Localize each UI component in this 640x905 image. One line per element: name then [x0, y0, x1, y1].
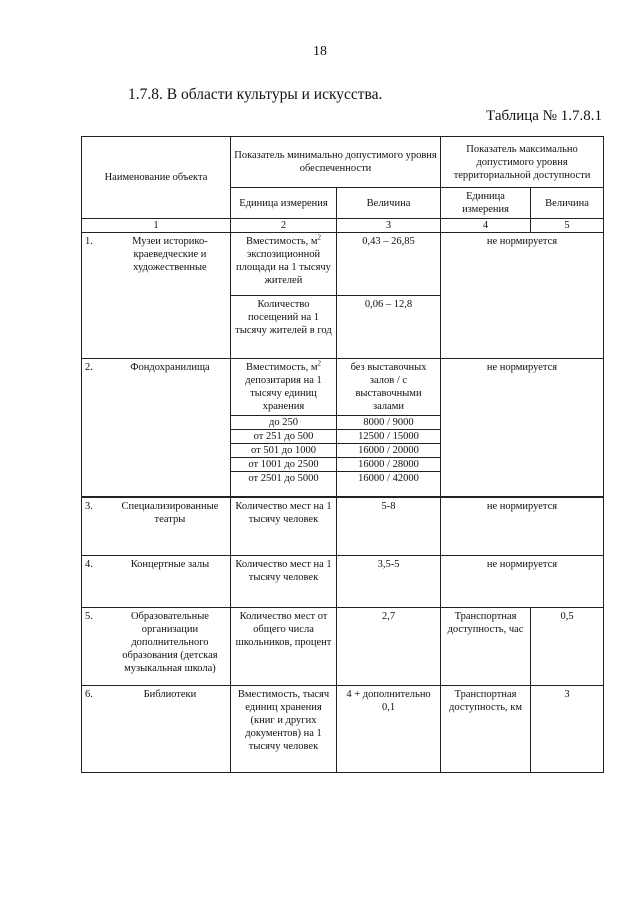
table-row — [82, 556, 604, 608]
header-min-indicator: Показатель минимально допустимого уровня обеспеченности — [231, 137, 441, 188]
section-title: 1.7.8. В области культуры и искусства. — [128, 86, 383, 103]
row-number: 3. — [85, 501, 93, 512]
row-4-unit: Количество мест на 1 тысячу человек — [231, 556, 337, 608]
object-name: Фондохранилища — [130, 362, 210, 373]
row-1-value-2: 0,06 – 12,8 — [337, 296, 441, 359]
row-1-max: не нормируется — [441, 233, 604, 359]
row-2-unit: Вместимость, $м^2$ депозитария на 1 тысячу единиц хранения — [231, 359, 337, 416]
row-4-name-cell — [82, 556, 231, 608]
row-4-max: не нормируется — [441, 556, 604, 608]
row-5-max-unit: Транспортная доступность, час — [441, 608, 531, 686]
row-5-unit: Количество мест от общего числа школьников, процент — [231, 608, 337, 686]
header-unit: Единица измерения — [231, 188, 337, 219]
range-value: 8000 / 9000 — [337, 416, 441, 430]
row-2-value: без выставочных залов / с выставочными залами — [337, 359, 441, 416]
row-5-name-cell — [82, 608, 231, 686]
object-name: Образовательные организации дополнительного образования (детская музыкальная школа) — [122, 611, 218, 674]
col-number-5: 5 — [531, 219, 604, 233]
table-row — [82, 497, 604, 556]
row-3-max: не нормируется — [441, 497, 604, 556]
header-unit-2: Единица измерения — [441, 188, 531, 219]
row-2-max: не нормируется — [441, 359, 604, 498]
col-number-4: 4 — [441, 219, 531, 233]
row-6-max-unit: Транспортная доступность, км — [441, 686, 531, 773]
range-label: от 501 до 1000 — [231, 444, 337, 458]
range-value: 16000 / 28000 — [337, 458, 441, 472]
row-number: 4. — [85, 559, 93, 570]
range-label: до 250 — [231, 416, 337, 430]
object-name: Библиотеки — [143, 689, 197, 700]
standards-table — [81, 136, 604, 773]
row-6-value: 4 + дополнительно 0,1 — [337, 686, 441, 773]
object-name: Специализированные театры — [121, 501, 219, 525]
header-value-2: Величина — [531, 188, 604, 219]
row-3-unit: Количество мест на 1 тысячу человек — [231, 497, 337, 556]
row-number: 6. — [85, 689, 93, 700]
col-number-3: 3 — [337, 219, 441, 233]
col-number-1: 1 — [82, 219, 231, 233]
header-max-indicator: Показатель максимально допустимого уровня территориальной доступности — [441, 137, 604, 188]
row-1-value-1: 0,43 – 26,85 — [337, 233, 441, 296]
row-number: 2. — [85, 362, 93, 373]
header-value: Величина — [337, 188, 441, 219]
table-row — [82, 359, 604, 416]
row-number: 5. — [85, 611, 93, 622]
row-5-value: 2,7 — [337, 608, 441, 686]
table-row — [82, 686, 604, 773]
row-number: 1. — [85, 236, 93, 247]
range-value: 16000 / 20000 — [337, 444, 441, 458]
header-object-name: Наименование объекта — [82, 137, 231, 219]
row-1-unit-2: Количество посещений на 1 тысячу жителей в год — [231, 296, 337, 359]
row-6-max-value: 3 — [531, 686, 604, 773]
range-label: от 1001 до 2500 — [231, 458, 337, 472]
row-6-unit: Вместимость, тысяч единиц хранения (книг и других документов) на 1 тысячу человек — [231, 686, 337, 773]
header-col-numbers — [82, 219, 604, 233]
row-1-name-cell — [82, 233, 231, 359]
table-caption: Таблица № 1.7.8.1 — [486, 108, 602, 124]
object-name: Концертные залы — [130, 559, 210, 570]
row-1-unit-1: Вместимость, $м^2$ экспозиционной площади на 1 тысячу жителей — [231, 233, 337, 296]
range-label: от 2501 до 5000 — [231, 472, 337, 498]
col-number-2: 2 — [231, 219, 337, 233]
page-number: 18 — [313, 44, 327, 59]
table-row — [82, 608, 604, 686]
header-row-1 — [82, 137, 604, 188]
row-6-name-cell — [82, 686, 231, 773]
range-value: 16000 / 42000 — [337, 472, 441, 498]
range-value: 12500 / 15000 — [337, 430, 441, 444]
row-3-value: 5-8 — [337, 497, 441, 556]
row-4-value: 3,5-5 — [337, 556, 441, 608]
object-name: Музеи историко-краеведческие и художественные — [132, 236, 208, 273]
row-2-name-cell — [82, 359, 231, 498]
row-5-max-value: 0,5 — [531, 608, 604, 686]
range-label: от 251 до 500 — [231, 430, 337, 444]
table-row — [82, 233, 604, 296]
row-3-name-cell — [82, 497, 231, 556]
